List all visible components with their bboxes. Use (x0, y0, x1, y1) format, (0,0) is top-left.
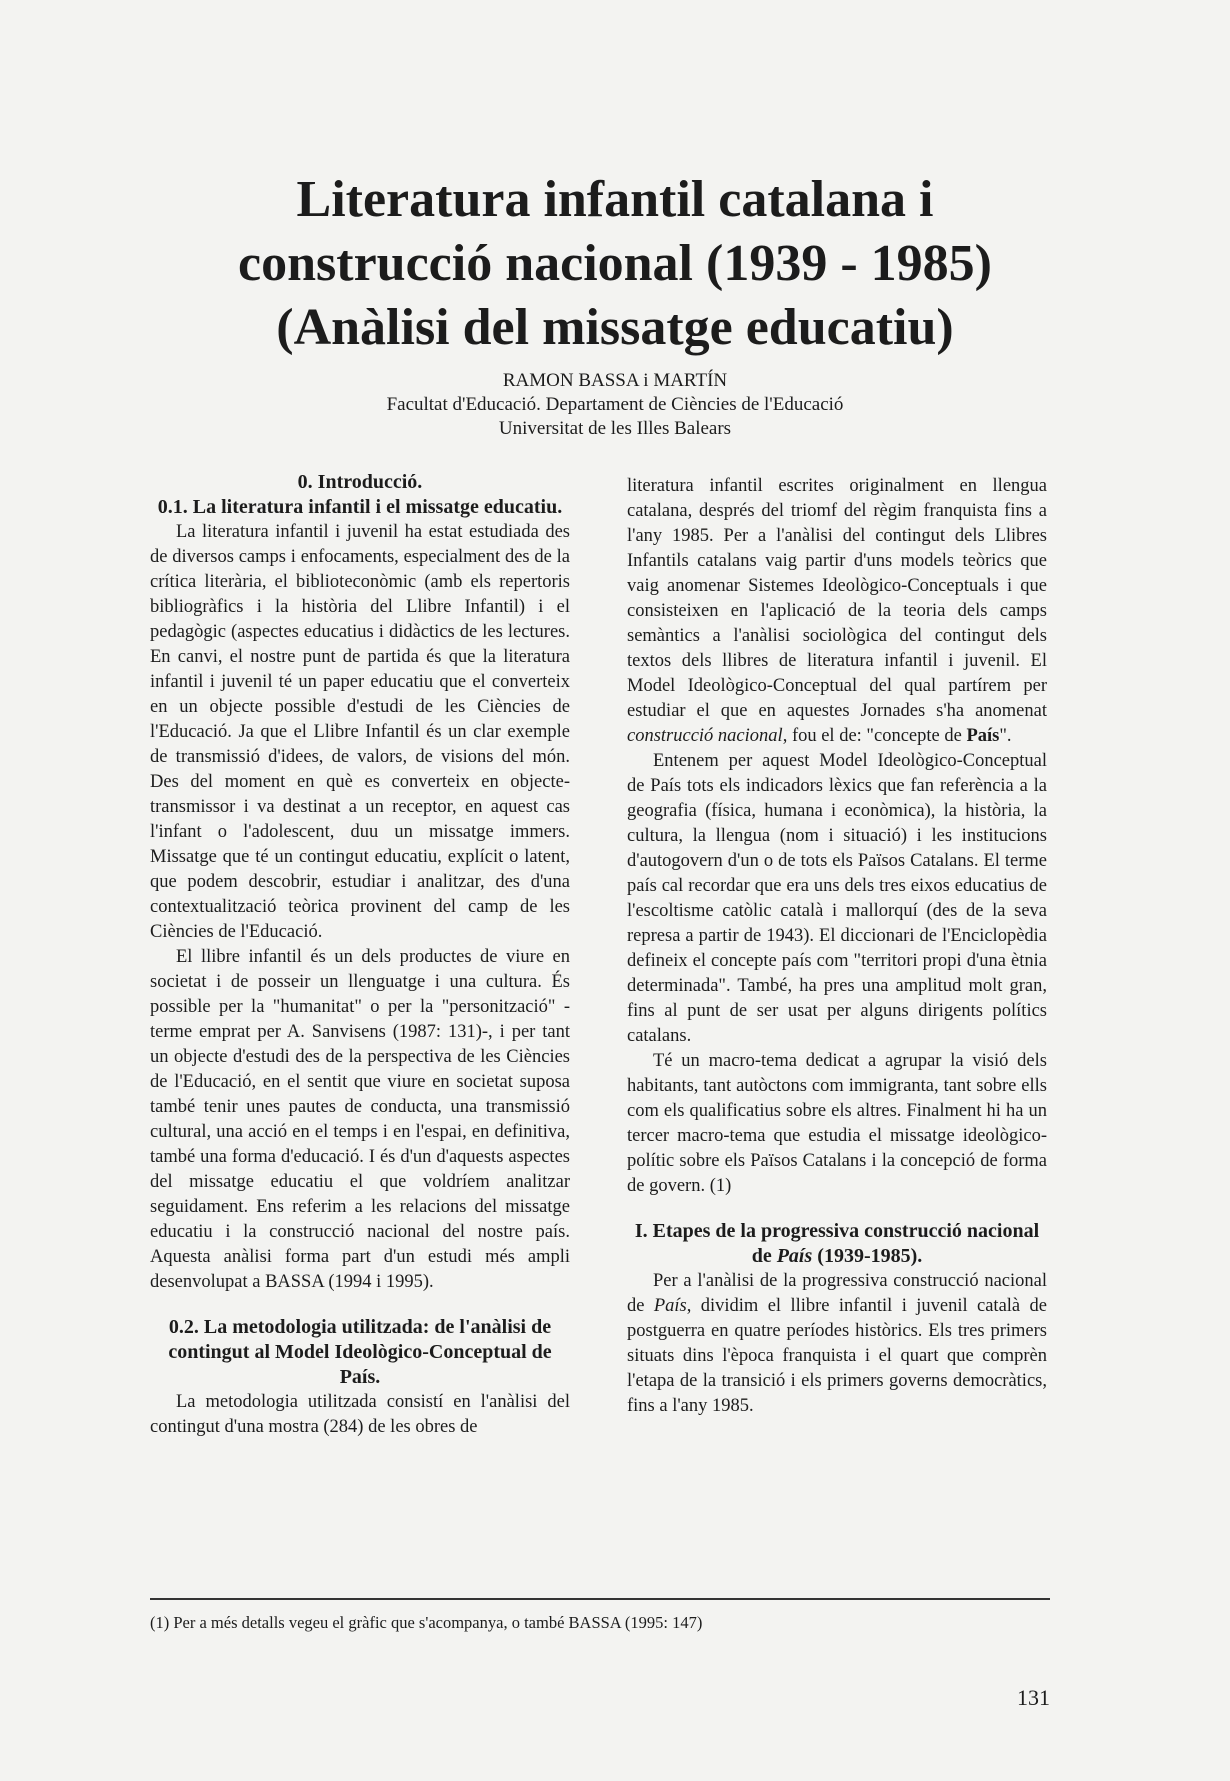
heading-section-0-2: 0.2. La metodologia utilitzada: de l'anàlisi de contingut al Model Ideològico-Conceptual de País. (168, 1316, 552, 1388)
left-column (150, 470, 570, 1440)
author-block (150, 369, 1080, 441)
title-line-2: construcció nacional (1939 - 1985) (238, 235, 992, 292)
heading-introduction: 0. Introducció. (297, 471, 423, 493)
heading-section-I: I. Etapes de la progressiva construcció nacional de País (1939-1985). (634, 1220, 1040, 1267)
footnote: (1) Per a més detalls vegeu el gràfic que s'acompanya, o també BASSA (1995: 147) (150, 1613, 703, 1632)
heading-section-0-1: 0.1. La literatura infantil i el missatge educatiu. (157, 496, 563, 518)
paragraph: literatura infantil escrites originalment en llengua catalana, després del triomf del règim franquista fins a l'any 1985. Per a l'anàlisi del contingut dels Llibres Infantils catalans vaig partir d'uns models teòrics que vaig anomenar Sistemes Ideològico-Conceptuals i que consisteixen en l'aplicació de la teoria dels camps semàntics a l'anàlisi sociològica del contingut dels textos dels llibres de literatura infantil i juvenil. El Model Ideològico-Conceptual del qual partírem per estudiar el que en aquestes Jornades s'ha anomenat construcció nacional, fou el de: "concepte de País". (627, 476, 1047, 746)
author-name: RAMON BASSA i MARTÍN (502, 370, 728, 391)
author-affiliation-2: Universitat de les Illes Balears (498, 418, 732, 439)
title-line-3: (Anàlisi del missatge educatiu) (276, 299, 954, 356)
paragraph: Té un macro-tema dedicat a agrupar la visió dels habitants, tant autòctons com immigranta, tant sobre ells com els qualificatius sobre els altres. Finalment hi ha un tercer macro-tema que estudia el missatge ideològico-polític sobre els Països Catalans i la concepció de forma de govern. (1) (627, 1051, 1047, 1196)
paragraph: Entenem per aquest Model Ideològico-Conceptual de País tots els indicadors lèxics que fan referència a la geografia (física, humana i econòmica), la història, la cultura, la llengua (nom i situació) i les institucions d'autogovern d'un o de tots els Països Catalans. El terme país cal recordar que era uns dels tres eixos educatius de l'escoltisme catòlic català i mallorquí (des de la seva represa a partir de 1943). El diccionari de l'Enciclopèdia defineix el concepte país com "territori propi d'una ètnia determinada". També, ha pres una amplitud molt gran, fins al punt de ser usat per alguns dirigents polítics catalans. (627, 751, 1047, 1046)
paragraph: El llibre infantil és un dels productes de viure en societat i de posseir un llenguatge i una cultura. És possible per la "humanitat" o per la "personització" -terme emprat per A. Sanvisens (1987: 131)-, i per tant un objecte d'estudi des de la perspectiva de les Ciències de l'Educació, en el sentit que viure en societat suposa també tenir unes pautes de conducta, una transmissió cultural, una acció en el temps i en l'espai, en definitiva, també una forma d'educació. I és d'un d'aquests aspectes del missatge educatiu el que voldríem analitzar seguidament. Ens referim a les relacions del missatge educatiu i la construcció nacional del nostre país. Aquesta anàlisi forma part d'un estudi més ampli desenvolupat a BASSA (1994 i 1995). (150, 947, 570, 1292)
page-number: 131 (1017, 1685, 1050, 1710)
bold-term: País (966, 726, 1000, 746)
paragraph: La literatura infantil i juvenil ha estat estudiada des de diversos camps i enfocaments, especialment des de la crítica literària, el biblioteconòmic (amb els repertoris bibliogràfics i la història del Llibre Infantil) i el pedagògic (aspectes educatius i didàctics de les lectures. En canvi, el nostre punt de partida és que la literatura infantil i juvenil té un paper educatiu que el converteix en un objecte possible d'estudi de les Ciències de l'Educació. Ja que el Llibre Infantil és un clar exemple de transmissió d'idees, de valors, de visions del món. Des del moment en què es converteix en objecte-transmissor i va destinat a un receptor, en aquest cas l'infant o l'adolescent, duu un missatge immers. Missatge que té un contingut educatiu, explícit o latent, que podem descobrir, estudiar i analitzar, des d'una contextualització teòrica provinent del camp de les Ciències de l'Educació. (150, 522, 570, 942)
paragraph: Per a l'anàlisi de la progressiva construcció nacional de País, dividim el llibre infantil i juvenil català de postguerra en quatre períodes històrics. Els tres primers situats dins l'època franquista i el quart que comprèn l'etapa de la transició i els primers governs democràtics, fins a l'any 1985. (627, 1271, 1047, 1416)
right-column (627, 474, 1047, 1419)
title-line-1: Literatura infantil catalana i (296, 171, 934, 228)
emphasis: construcció nacional (627, 726, 783, 746)
author-affiliation-1: Facultat d'Educació. Departament de Ciències de l'Educació (386, 394, 844, 415)
footnote-rule (150, 1598, 1050, 1600)
paragraph: La metodologia utilitzada consistí en l'anàlisi del contingut d'una mostra (284) de les obres de (150, 1392, 570, 1437)
article-title (150, 168, 1080, 360)
